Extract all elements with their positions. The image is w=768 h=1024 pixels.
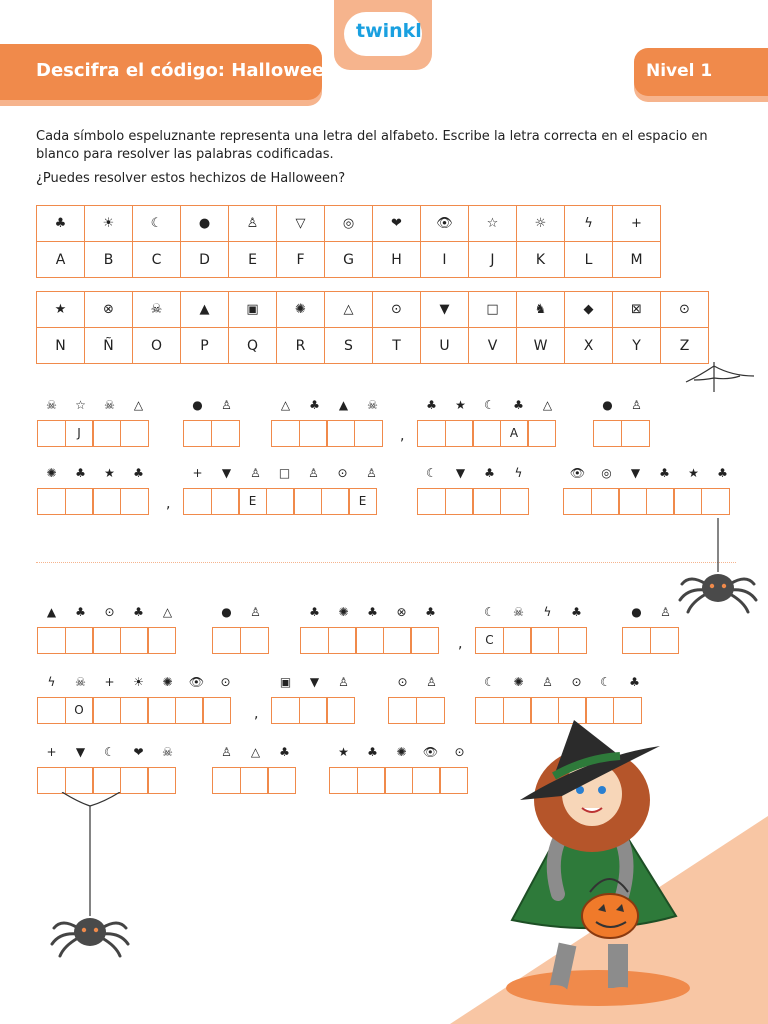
answer-letter-box[interactable] [37,420,66,447]
key-letter-cell: S [325,328,373,364]
cipher-word-symbols [37,745,182,759]
cipher-symbol: ϟ [47,675,56,689]
cipher-symbol: ⊙ [571,675,582,689]
level-label: Nivel 1 [646,61,713,81]
key-letter-cell: O [133,328,181,364]
cipher-symbol: ▼ [75,745,86,759]
key-symbol-cell: 👁 [421,206,469,242]
answer-word [37,767,175,794]
cipher-word-symbols [417,466,533,480]
answer-word [183,488,376,515]
cipher-symbol: ♙ [660,605,671,619]
answer-letter-box[interactable] [175,697,204,724]
answer-letter-box[interactable] [622,627,651,654]
key-letter-cell: I [421,242,469,278]
key-symbol-cell: □ [469,292,517,328]
answer-letter-box[interactable] [299,420,328,447]
cipher-word-symbols [37,398,153,412]
cipher-symbol: ☾ [484,675,495,689]
key-symbol-cell: ⊙ [373,292,421,328]
key-letter-cell: U [421,328,469,364]
cipher-symbol: ☠ [104,398,115,412]
instructions-text: Cada símbolo espeluznante representa una letra del alfabeto. Escribe la letra correcta en el espacio en blanco para resolver las palabras codificadas. [36,129,708,162]
cipher-symbol: ☆ [75,398,86,412]
answer-letter-box[interactable] [211,420,240,447]
cipher-symbol: ☠ [513,605,524,619]
key-letter-cell: A [37,242,85,278]
key-letter-cell: C [133,242,181,278]
cipher-word-symbols [622,605,680,619]
cipher-symbol: 👁 [422,745,439,759]
answer-letter-box[interactable] [321,488,350,515]
answer-letter-box[interactable] [92,488,121,515]
key-letter-cell: B [85,242,133,278]
answer-letter-box[interactable] [300,627,329,654]
answer-letter-box[interactable] [65,627,94,654]
key-letter-cell: J [469,242,517,278]
answer-letter-box[interactable] [183,488,212,515]
cipher-symbol: ♣ [367,745,378,759]
witch-illustration [450,716,768,1024]
answer-letter-box[interactable] [92,420,121,447]
key-letter-cell: F [277,242,325,278]
cipher-word-symbols [183,398,241,412]
answer-letter-box[interactable] [37,488,66,515]
answer-letter-box[interactable] [326,697,355,724]
answer-word [37,627,175,654]
answer-letter-box[interactable] [328,627,357,654]
cipher-symbol: ▼ [221,466,232,480]
answer-letter-box[interactable] [650,627,679,654]
cipher-word-symbols [37,605,182,619]
answer-letter-box[interactable] [120,420,149,447]
cipher-symbol: ◎ [601,466,612,480]
key-letter-cell: W [517,328,565,364]
cipher-symbol: △ [162,605,173,619]
answer-word [212,767,295,794]
answer-letter-box[interactable] [472,420,501,447]
key-letter-cell: K [517,242,565,278]
cipher-symbol: △ [542,398,553,412]
key-symbol-cell: ☀ [85,206,133,242]
cipher-symbol: ♣ [133,466,144,480]
key-symbol-cell: ✺ [277,292,325,328]
answer-letter-box[interactable] [384,767,413,794]
key-letter-cell: L [565,242,613,278]
answer-letter-box[interactable] [212,627,241,654]
answer-letter-box[interactable]: C [475,627,504,654]
answer-letter-box[interactable] [267,767,296,794]
key-letter-cell: R [277,328,325,364]
answer-letter-box[interactable] [412,767,441,794]
cipher-symbol: ☠ [46,398,57,412]
cipher-symbol: ▼ [309,675,320,689]
key-symbol-cell: ⊙ [661,292,709,328]
cipher-symbol: ▼ [455,466,466,480]
answer-letter-box[interactable] [388,697,417,724]
key-symbol-cell: ⊗ [85,292,133,328]
answer-word [37,488,147,515]
answer-letter-box[interactable] [147,627,176,654]
cipher-symbol: ● [602,398,613,412]
answer-word [622,627,677,654]
answer-letter-box[interactable] [37,627,66,654]
cipher-symbol: ★ [455,398,466,412]
key-letter-cell: H [373,242,421,278]
answer-letter-box[interactable] [621,420,650,447]
key-symbol-cell: ◆ [565,292,613,328]
section-divider [36,562,736,563]
cipher-symbol: ♙ [631,398,642,412]
answer-letter-box[interactable] [240,767,269,794]
cipher-symbol: ♣ [659,466,670,480]
answer-word [183,420,238,447]
cipher-symbol: + [192,466,203,480]
answer-word [417,488,527,515]
cipher-symbol: ♣ [717,466,728,480]
cipher-symbol: ● [221,605,232,619]
key-letter-cell: V [469,328,517,364]
cipher-symbol: ♣ [309,605,320,619]
key-letter-cell: D [181,242,229,278]
key-letter-cell: X [565,328,613,364]
cipher-word-symbols [271,398,387,412]
answer-letter-box[interactable] [383,627,412,654]
answer-letter-box[interactable] [271,420,300,447]
cipher-symbol: ♣ [513,398,524,412]
cipher-symbol: ♙ [221,398,232,412]
answer-word [417,420,555,447]
answer-letter-box[interactable] [591,488,620,515]
cipher-symbol: ♣ [279,745,290,759]
answer-letter-box[interactable]: A [500,420,529,447]
answer-word [563,488,728,515]
answer-letter-box[interactable] [445,420,474,447]
cipher-symbol: ϟ [514,466,523,480]
answer-letter-box[interactable] [183,420,212,447]
cipher-symbol: ♙ [250,466,261,480]
cipher-symbol: ♙ [338,675,349,689]
cipher-symbol: ☾ [600,675,611,689]
answer-word [388,697,443,724]
cipher-symbol: ☾ [426,466,437,480]
key-letter-cell: T [373,328,421,364]
answer-letter-box[interactable] [326,420,355,447]
answer-letter-box[interactable] [120,697,149,724]
twinkl-logo: twinkl [356,20,422,42]
answer-letter-box[interactable] [563,488,592,515]
cipher-word-symbols [475,675,649,689]
key-letter-cell: Q [229,328,277,364]
answer-letter-box[interactable] [37,767,66,794]
answer-word [475,627,585,654]
cipher-key-table-1 [36,205,661,278]
answer-letter-box[interactable] [673,488,702,515]
answer-word [37,420,147,447]
cipher-symbol: ★ [338,745,349,759]
key-symbol-cell: △ [325,292,373,328]
answer-letter-box[interactable] [593,420,622,447]
key-symbol-cell: ♣ [37,206,85,242]
cipher-symbol: ⊙ [454,745,465,759]
cipher-symbol: + [104,675,115,689]
answer-letter-box[interactable] [37,697,66,724]
answer-letter-box[interactable] [65,767,94,794]
answer-letter-box[interactable] [701,488,730,515]
answer-letter-box[interactable] [92,767,121,794]
instructions-question: ¿Puedes resolver estos hechizos de Halloween? [36,171,346,186]
cipher-word-symbols [475,605,591,619]
key-symbol-cell: ▣ [229,292,277,328]
key-symbol-cell: ★ [37,292,85,328]
page-title: Descifra el código: Halloween [36,60,338,81]
answer-letter-box[interactable] [417,488,446,515]
cipher-word-symbols [417,398,562,412]
cipher-symbol: ⊙ [397,675,408,689]
cipher-symbol: ♣ [426,398,437,412]
answer-letter-box[interactable] [417,420,446,447]
answer-letter-box[interactable] [500,488,529,515]
key-symbol-cell: ☾ [133,206,181,242]
answer-word [300,627,438,654]
answer-letter-box[interactable] [646,488,675,515]
answer-letter-box[interactable] [355,627,384,654]
cipher-symbol: ❤ [133,745,144,759]
key-symbol-cell: ● [181,206,229,242]
cipher-symbol: ▣ [279,675,292,689]
comma-separator: , [166,496,171,512]
answer-word [329,767,467,794]
cipher-symbol: ★ [104,466,115,480]
cipher-word-symbols [37,675,240,689]
answer-letter-box[interactable] [530,627,559,654]
answer-letter-box[interactable] [527,420,556,447]
cipher-word-symbols [300,605,445,619]
cipher-symbol: ☠ [75,675,86,689]
key-symbol-cell: ▼ [421,292,469,328]
cobweb-icon [684,362,764,396]
cipher-symbol: ☀ [133,675,144,689]
answer-letter-box[interactable] [410,627,439,654]
cipher-symbol: ☠ [367,398,378,412]
cipher-symbol: ♙ [221,745,232,759]
cipher-symbol: △ [280,398,291,412]
cipher-symbol: ☠ [162,745,173,759]
spider-icon [676,518,760,618]
cipher-word-symbols [212,745,299,759]
answer-letter-box[interactable] [299,697,328,724]
cipher-symbol: ★ [688,466,699,480]
cipher-symbol: ♣ [309,398,320,412]
answer-letter-box[interactable] [266,488,295,515]
answer-letter-box[interactable] [202,697,231,724]
answer-letter-box[interactable] [445,488,474,515]
key-symbol-cell: ▽ [277,206,325,242]
answer-letter-box[interactable] [92,697,121,724]
cipher-symbol: ♙ [308,466,319,480]
answer-letter-box[interactable] [472,488,501,515]
key-symbol-cell: ☆ [469,206,517,242]
answer-letter-box[interactable]: J [65,420,94,447]
answer-letter-box[interactable] [211,488,240,515]
cipher-symbol: ♙ [366,466,377,480]
cipher-symbol: + [46,745,57,759]
key-symbol-cell: ♙ [229,206,277,242]
answer-word [593,420,648,447]
answer-letter-box[interactable]: O [65,697,94,724]
answer-letter-box[interactable] [147,767,176,794]
answer-letter-box[interactable] [147,697,176,724]
cipher-symbol: ♣ [425,605,436,619]
spider-icon [48,792,132,964]
cipher-symbol: ✺ [513,675,524,689]
cipher-key-table-2 [36,291,709,364]
answer-letter-box[interactable] [120,488,149,515]
key-letter-cell: Ñ [85,328,133,364]
cipher-symbol: ♣ [629,675,640,689]
cipher-symbol: ✺ [46,466,57,480]
key-letter-cell: N [37,328,85,364]
cipher-symbol: △ [133,398,144,412]
cipher-symbol: 👁 [569,466,586,480]
cipher-word-symbols [37,466,153,480]
cipher-symbol: ● [631,605,642,619]
cipher-symbol: ✺ [162,675,173,689]
answer-letter-box[interactable] [65,488,94,515]
key-symbol-cell: ☼ [517,206,565,242]
cipher-word-symbols [388,675,446,689]
cipher-symbol: ✺ [396,745,407,759]
cipher-symbol: ⊙ [337,466,348,480]
answer-letter-box[interactable] [357,767,386,794]
cipher-symbol: ● [192,398,203,412]
key-symbol-cell: ϟ [565,206,613,242]
cipher-symbol: ▼ [630,466,641,480]
answer-letter-box[interactable] [618,488,647,515]
cipher-symbol: ☾ [104,745,115,759]
answer-letter-box[interactable] [329,767,358,794]
cipher-symbol: ♣ [484,466,495,480]
key-symbol-cell: + [613,206,661,242]
cipher-symbol: ♣ [367,605,378,619]
answer-letter-box[interactable]: E [348,488,377,515]
cipher-symbol: ▲ [338,398,349,412]
key-symbol-cell: ☠ [133,292,181,328]
cipher-symbol: 👁 [188,675,205,689]
cipher-symbol: ⊗ [396,605,407,619]
cipher-symbol: ϟ [543,605,552,619]
cipher-symbol: ⊙ [220,675,231,689]
cipher-word-symbols [271,675,358,689]
cipher-symbol: ♙ [250,605,261,619]
key-symbol-cell: ◎ [325,206,373,242]
answer-letter-box[interactable] [354,420,383,447]
cipher-word-symbols [212,605,270,619]
answer-letter-box[interactable] [120,767,149,794]
answer-letter-box[interactable]: E [238,488,267,515]
cipher-symbol: ♣ [571,605,582,619]
key-symbol-cell: ⊠ [613,292,661,328]
cipher-symbol: ♙ [426,675,437,689]
key-letter-cell: Y [613,328,661,364]
cipher-symbol: ♣ [133,605,144,619]
answer-word [271,420,381,447]
answer-word [271,697,354,724]
cipher-symbol: □ [278,466,291,480]
key-symbol-cell: ▲ [181,292,229,328]
answer-letter-box[interactable] [416,697,445,724]
comma-separator: , [254,706,259,722]
cipher-word-symbols [593,398,651,412]
cipher-symbol: ⊙ [104,605,115,619]
key-letter-cell: Z [661,328,709,364]
cipher-word-symbols [183,466,386,480]
key-letter-cell: P [181,328,229,364]
cipher-symbol: ♣ [75,466,86,480]
key-symbol-cell: ❤ [373,206,421,242]
answer-letter-box[interactable] [271,697,300,724]
answer-word [212,627,267,654]
answer-letter-box[interactable] [212,767,241,794]
cipher-symbol: ✺ [338,605,349,619]
comma-separator: , [458,636,463,652]
cipher-symbol: ♙ [542,675,553,689]
answer-letter-box[interactable] [503,627,532,654]
key-letter-cell: G [325,242,373,278]
cipher-symbol: ☾ [484,398,495,412]
answer-letter-box[interactable] [240,627,269,654]
cipher-word-symbols [563,466,737,480]
answer-word [37,697,230,724]
cipher-symbol: ☾ [484,605,495,619]
key-letter-cell: M [613,242,661,278]
cipher-symbol: △ [250,745,261,759]
cipher-symbol: ▲ [46,605,57,619]
answer-letter-box[interactable] [92,627,121,654]
key-letter-cell: E [229,242,277,278]
comma-separator: , [400,428,405,444]
cipher-symbol: ♣ [75,605,86,619]
key-symbol-cell: ♞ [517,292,565,328]
answer-letter-box[interactable] [293,488,322,515]
answer-letter-box[interactable] [558,627,587,654]
answer-letter-box[interactable] [120,627,149,654]
